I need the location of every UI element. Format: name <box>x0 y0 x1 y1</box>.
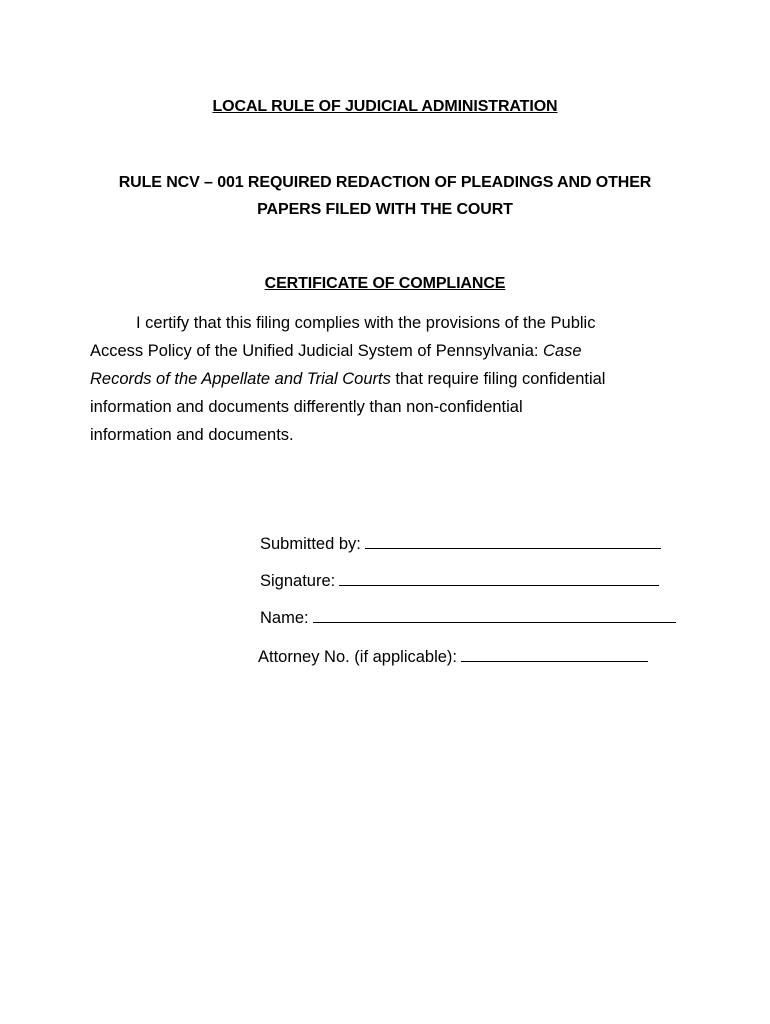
rule-title-line-2: PAPERS FILED WITH THE COURT <box>257 201 513 218</box>
attorney-no-blank-line[interactable] <box>461 646 648 662</box>
rule-title-line-1: RULE NCV – 001 REQUIRED REDACTION OF PLEADINGS AND OTHER <box>118 174 652 191</box>
attorney-no-label: Attorney No. (if applicable): <box>258 648 458 666</box>
paragraph-line-2 <box>90 337 690 365</box>
paragraph-line-1: I certify that this filing complies with the provisions of the Public <box>136 314 596 332</box>
name-blank-line[interactable] <box>313 607 676 623</box>
submitted-by-field <box>260 532 661 556</box>
submitted-by-label: Submitted by: <box>260 535 361 553</box>
paragraph-line-5: information and documents. <box>90 426 294 444</box>
submitted-by-blank-line[interactable] <box>365 533 661 549</box>
signature-field <box>260 569 659 593</box>
rule-title-heading <box>50 169 720 223</box>
paragraph-line-3-text: that require filing confidential <box>390 370 606 388</box>
signature-label: Signature: <box>260 572 336 590</box>
paragraph-line-4: information and documents differently than non-confidential <box>90 398 523 416</box>
case-records-title-part-2: Records of the Appellate and Trial Courts <box>90 370 391 388</box>
name-label: Name: <box>260 609 309 627</box>
certification-paragraph <box>90 309 690 449</box>
name-field <box>260 606 676 630</box>
paragraph-line-3 <box>90 365 690 393</box>
certificate-heading: CERTIFICATE OF COMPLIANCE <box>264 275 506 292</box>
attorney-no-field <box>258 645 648 669</box>
local-rule-heading: LOCAL RULE OF JUDICIAL ADMINISTRATION <box>212 98 558 115</box>
signature-blank-line[interactable] <box>339 570 659 586</box>
case-records-title-part-1: Case <box>543 342 582 360</box>
paragraph-line-2-text: Access Policy of the Unified Judicial System of Pennsylvania: <box>90 342 544 360</box>
